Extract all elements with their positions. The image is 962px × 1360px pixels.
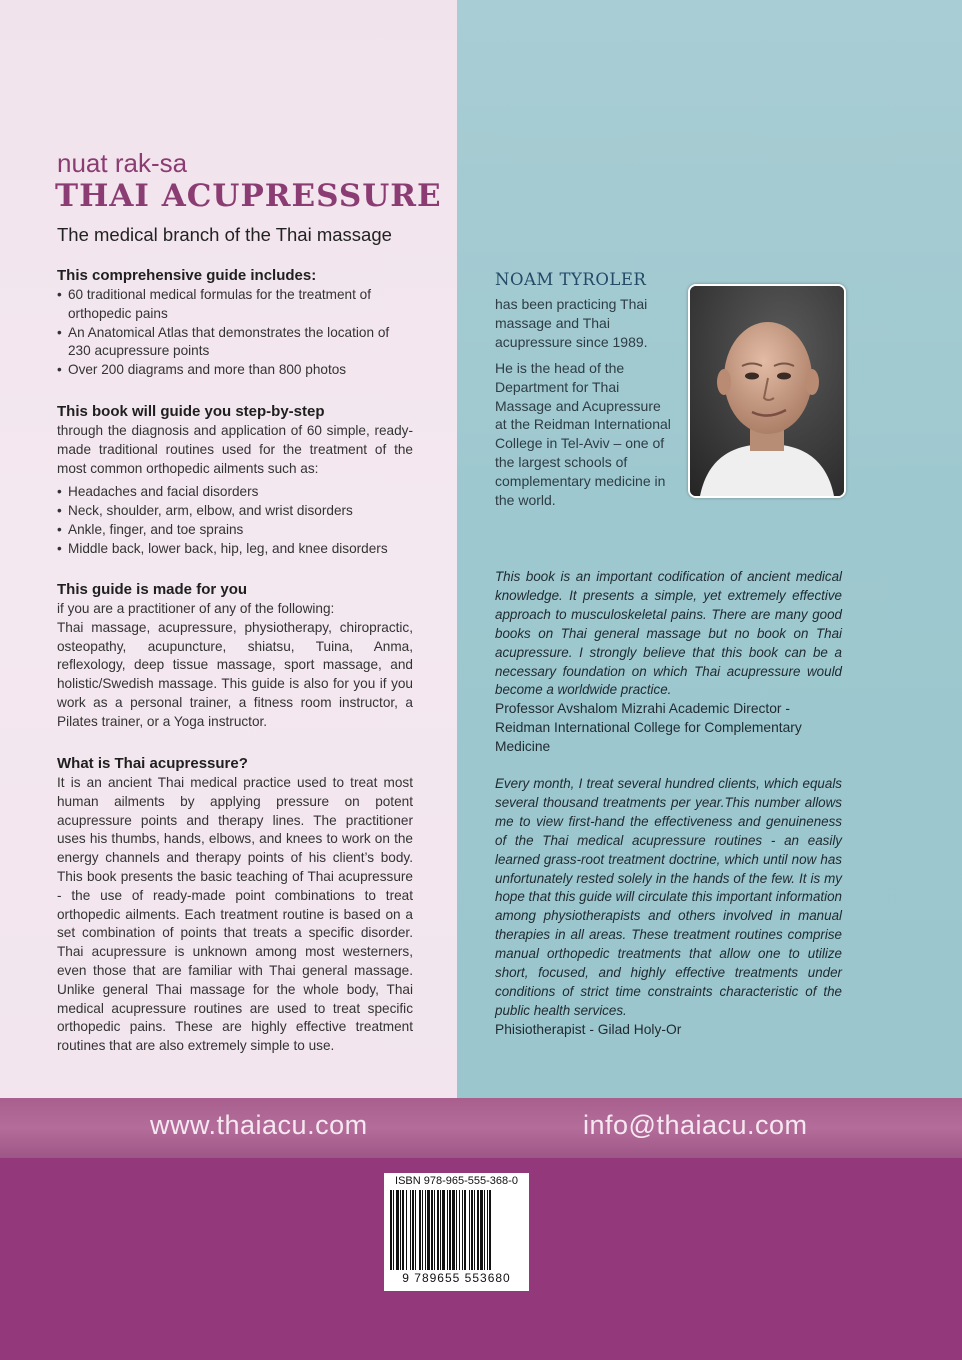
what-is-section [57,754,413,1056]
barcode [384,1173,529,1291]
url-bar [0,1098,962,1158]
website-link[interactable]: www.thaiacu.com [150,1110,368,1140]
for-you-line: if you are a practitioner of any of the following: [57,601,335,616]
barcode-bar [449,1190,451,1270]
barcode-bar [419,1190,421,1270]
barcode-bar [469,1190,470,1270]
isbn-label: ISBN 978-965-555-368-0 [395,1175,518,1187]
list-item: • 60 traditional medical formulas for the treatment of orthopedic pains [57,286,413,324]
book-subtitle-top: nuat rak-sa [57,148,188,178]
barcode-bar [477,1190,479,1270]
guide-list [57,483,413,558]
barcode-bar [447,1190,448,1270]
barcode-bars [390,1190,523,1270]
barcode-bar [396,1190,399,1270]
list-item: • Neck, shoulder, arm, elbow, and wrist disorders [57,502,413,521]
barcode-bar [402,1190,404,1270]
barcode-bar [425,1190,426,1270]
barcode-bar [427,1190,430,1270]
guide-section [57,402,413,559]
quote-2 [495,775,842,1040]
barcode-bar [464,1190,466,1270]
barcode-bar [437,1190,439,1270]
list-item: • An Anatomical Atlas that demonstrates the location of 230 acupressure points [57,324,413,362]
barcode-bar [487,1190,488,1270]
for-you-section [57,580,413,732]
barcode-bar [489,1190,491,1270]
what-is-body: It is an ancient Thai medical practice used to treat most human ailments by applying pressure on potent acupressure points and therapy lines. The practitioner uses his thumbs, hands, elbows, and knees to work on the energy channels and therapy points of his client’s body. This book presents the basic teaching of Thai acupressure - the use of ready-made point combinations to treat orthopedic ailments. Each treatment routine is based on a set combination of points that treats a specific disorder. Thai acupressure is unknown among most westerners, even those that are familiar with Thai general massage. Unlike general Thai massage for the whole body, Thai medical acupressure routines are used to treat specific orthopedic pains. These are highly effective treatment routines that are also extremely simple to use. [57,775,413,1054]
barcode-bar [462,1190,463,1270]
barcode-bar [484,1190,485,1270]
quote-1-text: This book is an important codification of ancient medical knowledge. It presents a simple, yet extremely effective approach to musculoskeletal pains. There are many good books on Thai general massage but no book on Thai acupressure. I strongly believe that this book can be a necessary foundation on which Thai acupressure would become a worldwide practice. [495,569,842,698]
author-bio-2: He is the head of the Department for Thai Massage and Acupressure at the Reidman International College in Tel-Aviv – one of the largest schools of complementary medicine in the world. [495,360,671,508]
barcode-bar [440,1190,441,1270]
barcode-bar [412,1190,414,1270]
list-item: • Ankle, finger, and toe sprains [57,521,413,540]
barcode-bar [456,1190,457,1270]
for-you-heading: This guide is made for you [57,581,248,598]
barcode-bar [431,1190,433,1270]
guide-heading: This book will guide you step-by-step [57,403,325,420]
list-item: • Over 200 diagrams and more than 800 photos [57,361,413,380]
quote-1 [495,568,842,757]
barcode-bar [459,1190,460,1270]
author-portrait-image [690,286,844,496]
quote-1-attribution: Professor Avshalom Mizrahi Academic Director - Reidman International College for Complementary Medicine [495,701,802,755]
email-link[interactable]: info@thaiacu.com [583,1110,808,1140]
includes-list [57,286,413,380]
list-item: • Middle back, lower back, hip, leg, and knee disorders [57,540,413,559]
barcode-bar [390,1190,392,1270]
quote-2-text: Every month, I treat several hundred clients, which equals several thousand treatments per year.This number allows me to view first-hand the effectiveness and genuineness of the Thai medical acupressure routines - an easily learned grass-root treatment doctrine, which until now has unfortunately rested solely in the hands of the few. It is my hope that this guide will circulate this important information among physiotherapists and others involved in manual therapies in all areas. These treatment routines comprise manual orthopedic treatments that allow one to utilize short, focused, and highly effective treatments under conditions of strict time constraints characteristic of the public health services. [495,776,842,1018]
barcode-bar [471,1190,473,1270]
author-name: NOAM TYROLER [495,270,647,289]
for-you-body: Thai massage, acupressure, physiotherapy, chiropractic, osteopathy, acupuncture, shiatsu, Tuina, Anma, reflexology, deep tissue massage, sport massage, and holistic/Swedish massage. This guide is also for you if you work as a personal trainer, a fitness room instructor, a Pilates trainer, or a Yoga instructor. [57,619,413,729]
list-item: • Headaches and facial disorders [57,483,413,502]
author-bio-1: has been practicing Thai massage and Thai acupressure since 1989. [495,296,648,350]
barcode-bar [406,1190,407,1270]
barcode-bar [400,1190,401,1270]
quote-2-attribution: Phisiotherapist - Gilad Holy-Or [495,1021,682,1037]
author-photo [688,284,846,498]
barcode-bar [434,1190,435,1270]
barcode-bar [415,1190,416,1270]
barcode-bar [474,1190,475,1270]
barcode-bar [410,1190,411,1270]
barcode-bar [393,1190,394,1270]
barcode-bar [452,1190,455,1270]
includes-heading: This comprehensive guide includes: [57,267,317,284]
book-tagline: The medical branch of the Thai massage [57,224,392,245]
barcode-bar [422,1190,423,1270]
barcode-bar [442,1190,445,1270]
barcode-digits: 9 789655 553680 [402,1271,511,1285]
barcode-bar [480,1190,483,1270]
includes-section [57,266,413,380]
what-is-heading: What is Thai acupressure? [57,755,248,772]
book-title: THAI ACUPRESSURE [55,178,442,214]
guide-intro: through the diagnosis and application of 60 simple, ready-made traditional routines used for the treatment of the most common orthopedic ailments such as: [57,423,413,476]
